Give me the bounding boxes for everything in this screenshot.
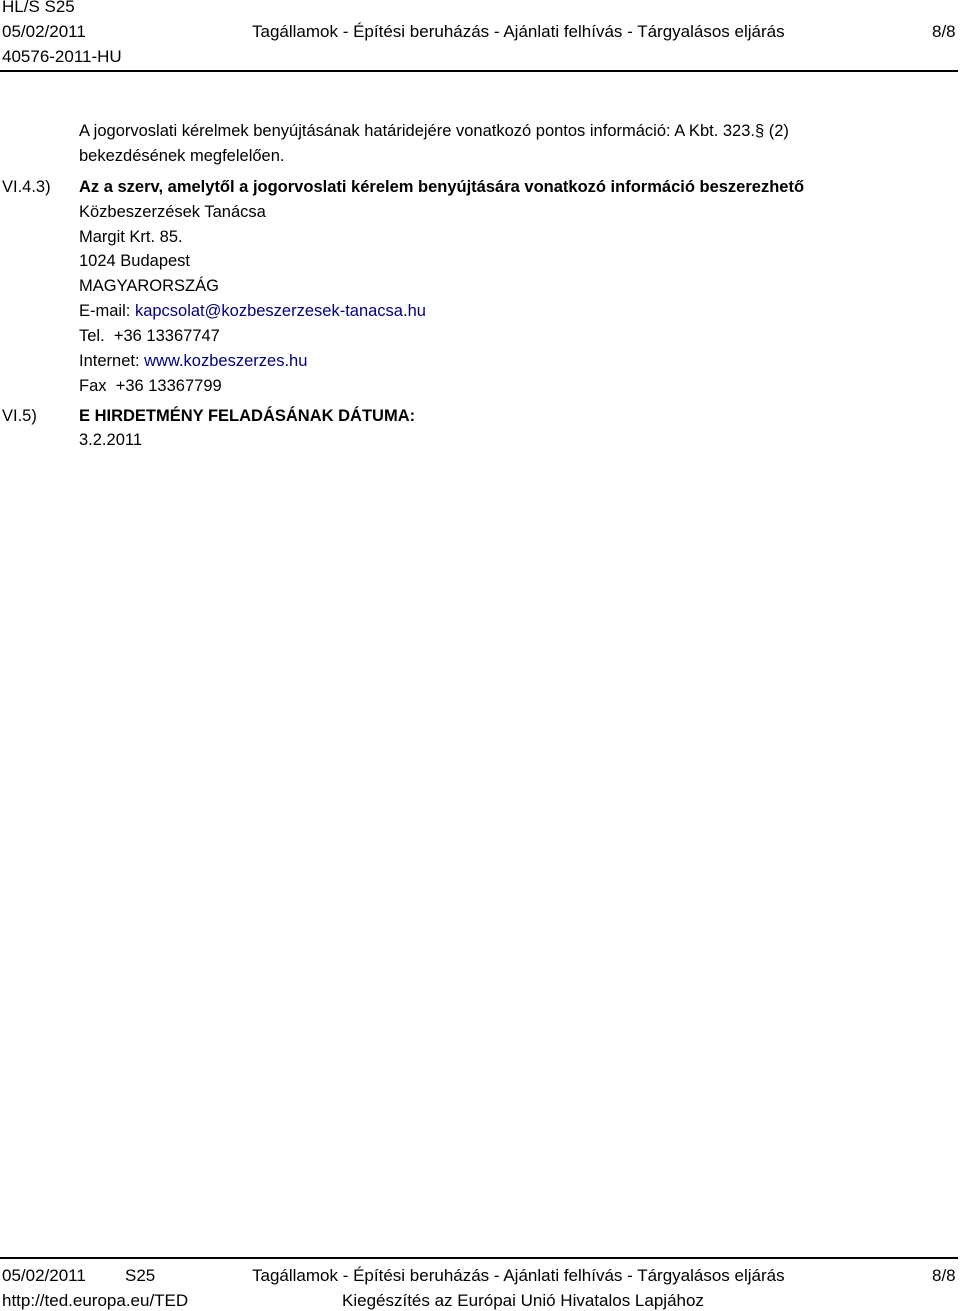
footer-page-number: 8/8 (932, 1266, 956, 1285)
street-address: Margit Krt. 85. (79, 228, 183, 246)
website-link[interactable]: www.kozbeszerzes.hu (144, 352, 308, 370)
journal-series: HL/S S25 (2, 0, 75, 16)
internet-row (79, 351, 307, 371)
section-heading-dispatch-date: E HIRDETMÉNY FELADÁSÁNAK DÁTUMA: (79, 407, 416, 425)
email-row (79, 301, 426, 321)
header-page-number: 8/8 (932, 22, 956, 41)
review-deadline-info-cont: bekezdésének megfelelően. (79, 147, 285, 165)
header-date: 05/02/2011 (2, 22, 86, 41)
dispatch-date: 3.2.2011 (79, 431, 143, 449)
internet-label: Internet: (79, 352, 140, 370)
footer-series: S25 (125, 1266, 156, 1285)
section-heading-review-body: Az a szerv, amelytől a jogorvoslati kérelem benyújtására vonatkozó információ beszerezhető (79, 178, 805, 196)
section-sign-icon: § (754, 122, 765, 140)
postal-city: 1024 Budapest (79, 252, 191, 270)
footer-ted-link[interactable]: http://ted.europa.eu/TED (2, 1291, 189, 1310)
header-doc-id: 40576-2011-HU (2, 47, 122, 66)
email-link[interactable]: kapcsolat@kozbeszerzesek-tanacsa.hu (134, 302, 426, 320)
review-deadline-paragraph: (2) (768, 122, 789, 140)
header-rule (0, 70, 958, 72)
phone-label: Tel. (79, 327, 105, 345)
country: MAGYARORSZÁG (79, 277, 219, 295)
fax-number: +36 13367799 (115, 377, 222, 395)
phone-number: +36 13367747 (113, 327, 220, 345)
organisation-name: Közbeszerzések Tanácsa (79, 203, 266, 221)
footer-rule (0, 1257, 958, 1259)
footer-date: 05/02/2011 (2, 1266, 86, 1285)
fax-label: Fax (79, 377, 107, 395)
section-number-vi-5: VI.5) (2, 407, 37, 425)
email-label: E-mail: (79, 302, 131, 320)
section-number-vi-4-3: VI.4.3) (2, 178, 51, 196)
phone-row (79, 326, 220, 346)
header-title: Tagállamok - Építési beruházás - Ajánlati felhívás - Tárgyalásos eljárás (252, 22, 785, 41)
footer-supplement: Kiegészítés az Európai Unió Hivatalos Lapjához (342, 1291, 704, 1310)
review-deadline-info (79, 121, 789, 141)
fax-row (79, 376, 222, 396)
review-deadline-text: A jogorvoslati kérelmek benyújtásának határidejére vonatkozó pontos információ: A Kbt. 323. (79, 122, 755, 140)
footer-title: Tagállamok - Építési beruházás - Ajánlati felhívás - Tárgyalásos eljárás (252, 1266, 785, 1285)
